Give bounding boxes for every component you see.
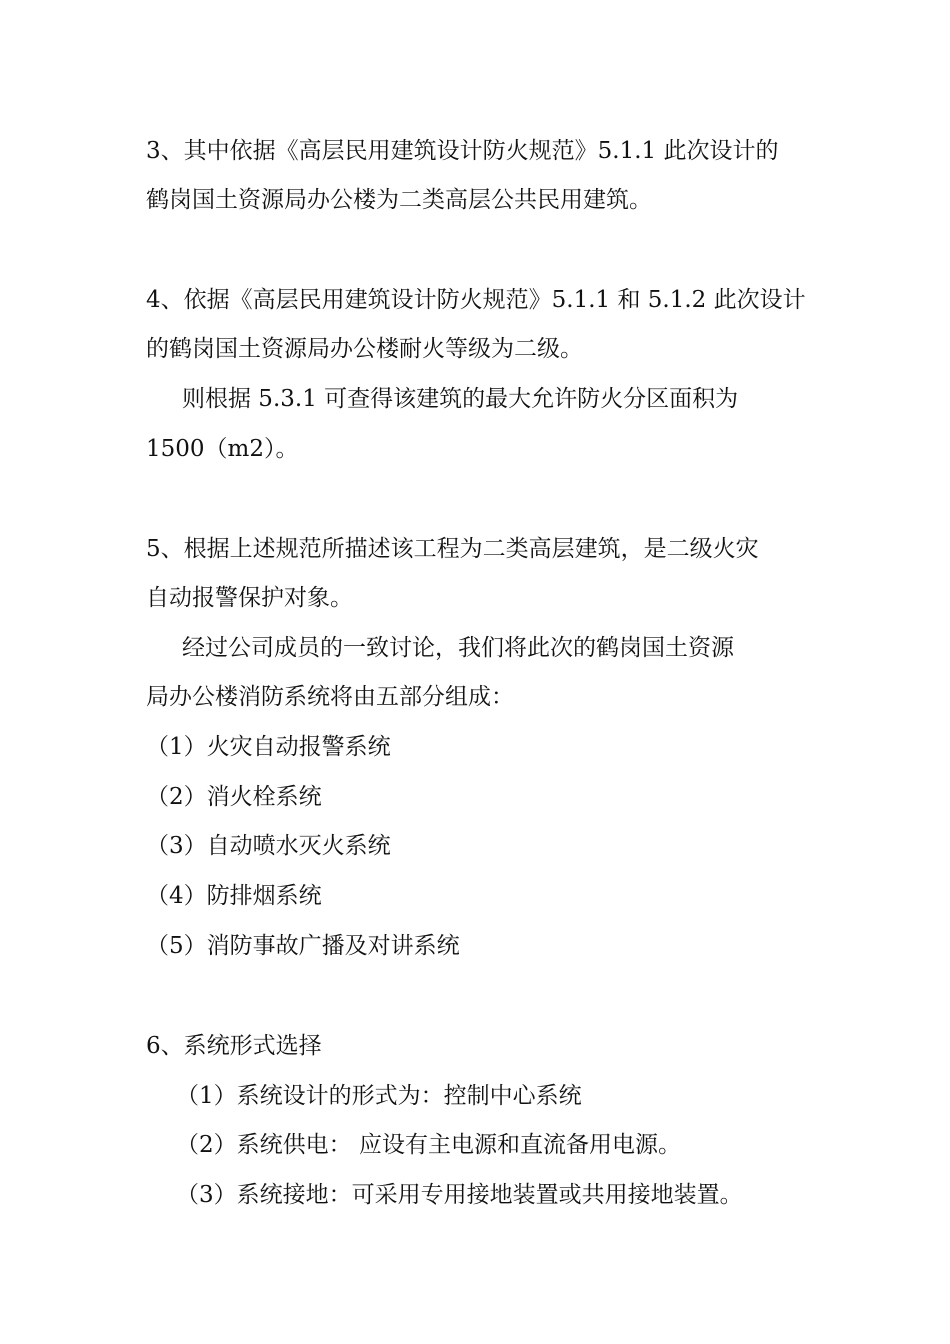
section-4-line-4: 1500（m2）。 xyxy=(146,436,299,462)
list-item: （3）系统接地：可采用专用接地装置或共用接地装置。 xyxy=(176,1182,743,1208)
list-item: （1）火灾自动报警系统 xyxy=(146,734,391,760)
section-5-line-2: 自动报警保护对象。 xyxy=(146,585,353,611)
list-item: （1）系统设计的形式为：控制中心系统 xyxy=(176,1083,582,1109)
list-item: （2）消火栓系统 xyxy=(146,784,322,810)
list-item: （5）消防事故广播及对讲系统 xyxy=(146,933,460,959)
section-4-line-3: 则根据 5.3.1 可查得该建筑的最大允许防火分区面积为 xyxy=(182,386,739,412)
list-item: （3）自动喷水灭火系统 xyxy=(146,833,391,859)
section-4-line-2: 的鹤岗国土资源局办公楼耐火等级为二级。 xyxy=(146,336,583,362)
section-3-line-1: 3、其中依据《高层民用建筑设计防火规范》5.1.1 此次设计的 xyxy=(146,138,779,164)
section-4-line-1: 4、依据《高层民用建筑设计防火规范》5.1.1 和 5.1.2 此次设计 xyxy=(146,287,806,313)
section-6-heading: 6、系统形式选择 xyxy=(146,1033,322,1059)
list-item: （2）系统供电： 应设有主电源和直流备用电源。 xyxy=(176,1132,681,1158)
section-5-line-1: 5、根据上述规范所描述该工程为二类高层建筑，是二级火灾 xyxy=(146,536,759,562)
list-item: （4）防排烟系统 xyxy=(146,883,322,909)
section-5-line-3: 经过公司成员的一致讨论，我们将此次的鹤岗国土资源 xyxy=(182,635,734,661)
section-5-line-4: 局办公楼消防系统将由五部分组成： xyxy=(146,684,514,710)
section-3-line-2: 鹤岗国土资源局办公楼为二类高层公共民用建筑。 xyxy=(146,187,652,213)
